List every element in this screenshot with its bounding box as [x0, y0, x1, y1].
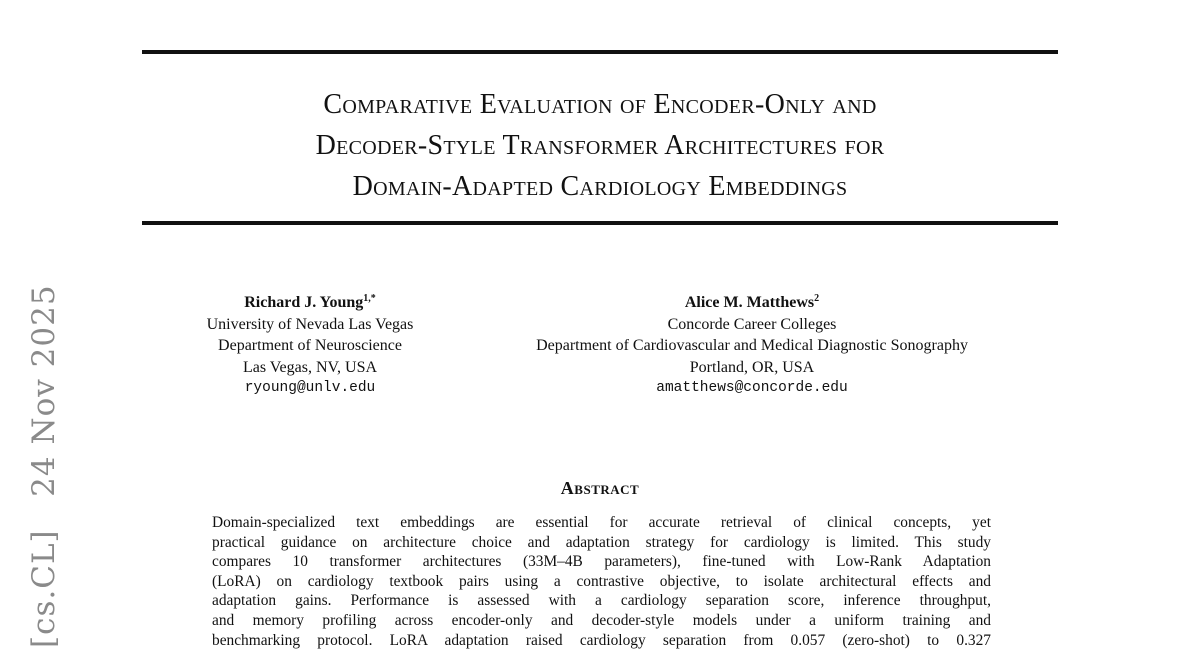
paper-title	[142, 84, 1058, 207]
author-name: Alice M. Matthews$^2$	[684, 293, 820, 311]
author-location: Portland, OR, USA	[689, 358, 815, 376]
abstract-line: practical guidance on architecture choice and adaptation strategy for cardiology is limited. This study	[212, 533, 991, 551]
author-department: Department of Neuroscience	[218, 337, 402, 354]
affiliation-marker: 2	[814, 293, 820, 304]
author-block-young	[170, 292, 450, 400]
author-affiliation: Concorde Career Colleges	[667, 315, 837, 333]
abstract-line: compares 10 transformer architectures (33M–4B parameters), fine-tuned with Low-Rank Adaptation	[212, 553, 991, 571]
arxiv-date: 24 Nov 2025	[26, 284, 62, 497]
title-line: Domain-Adapted Cardiology Embeddings	[352, 171, 848, 202]
author-department: Department of Cardiovascular and Medical Diagnostic Sonography	[536, 337, 968, 354]
author-block-matthews	[470, 292, 1034, 400]
author-email[interactable]: amatthews@concorde.edu	[656, 380, 848, 396]
abstract-line: (LoRA) on cardiology textbook pairs using a contrastive objective, to isolate architectural effects and	[212, 572, 991, 590]
author-affiliation: University of Nevada Las Vegas	[206, 315, 414, 333]
abstract-line: Domain-specialized text embeddings are essential for accurate retrieval of clinical concepts, yet	[212, 514, 991, 531]
abstract-heading: Abstract	[560, 478, 640, 498]
affiliation-marker: 1,*	[363, 293, 376, 304]
abstract-line: benchmarking protocol. LoRA adaptation raised cardiology separation from 0.057 (zero-shot) to 0.327	[212, 631, 991, 649]
arxiv-side-stamp	[24, 284, 64, 648]
author-email[interactable]: ryoung@unlv.edu	[244, 380, 376, 396]
title-bottom-rule	[142, 221, 1058, 225]
abstract-line: adaptation gains. Performance is assessed with a cardiology separation score, inference throughput,	[212, 592, 991, 610]
arxiv-category: [cs.CL]	[26, 529, 62, 648]
author-name: Richard J. Young$^{1,*}$	[244, 293, 376, 311]
abstract-line: and memory profiling across encoder-only and decoder-style models under a uniform training and	[212, 611, 991, 629]
title-top-rule	[142, 50, 1058, 54]
abstract-body	[212, 513, 991, 650]
title-line: Decoder-Style Transformer Architectures for	[315, 130, 885, 161]
author-location: Las Vegas, NV, USA	[242, 358, 378, 376]
title-line: Comparative Evaluation of Encoder-Only and	[323, 89, 877, 120]
